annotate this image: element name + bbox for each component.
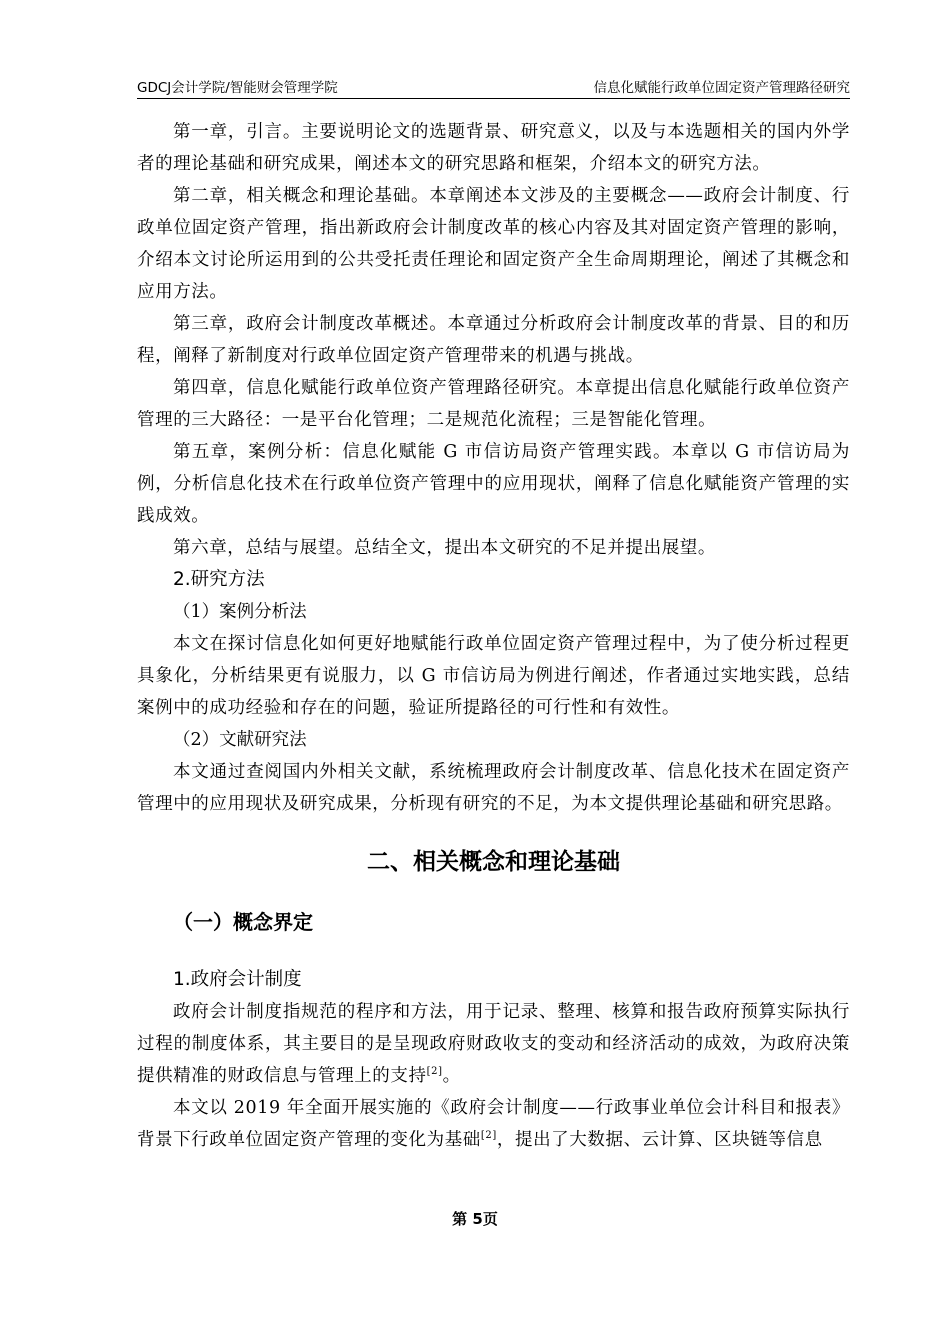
methods-heading: 2.研究方法 — [173, 569, 265, 590]
citation-ref: [2] — [480, 1130, 497, 1142]
gov-accounting-paragraph-1-text: 政府会计制度指规范的程序和方法，用于记录、整理、核算和报告政府预算实际执行过程的制度体系，其主要目的是呈现政府财政收支的变动和经济活动的成效，为政府决策提供精准的财政信息与管理上的支持 — [137, 1002, 850, 1086]
gov-accounting-paragraph-2 — [137, 1092, 850, 1156]
chapter-6-paragraph: 第六章，总结与展望。总结全文，提出本文研究的不足并提出展望。 — [173, 538, 716, 558]
citation-ref: [2] — [426, 1066, 443, 1078]
gov-accounting-paragraph-2-text-a: 本文以 2019 年全面开展实施的《政府会计制度——行政事业单位会计科目和报表》背景下行政单位固定资产管理的变化为基础 — [137, 1098, 850, 1150]
chapter-3-paragraph: 第三章，政府会计制度改革概述。本章通过分析政府会计制度改革的背景、目的和历程，阐释了新制度对行政单位固定资产管理带来的机遇与挑战。 — [137, 314, 850, 366]
header-institution: GDCJ会计学院/智能财会管理学院 — [137, 80, 338, 96]
chapter-4-paragraph: 第四章，信息化赋能行政单位资产管理路径研究。本章提出信息化赋能行政单位资产管理的三大路径：一是平台化管理；二是规范化流程；三是智能化管理。 — [137, 378, 850, 430]
page-header — [137, 68, 850, 99]
page-body — [137, 116, 850, 1156]
method-1-paragraph: 本文在探讨信息化如何更好地赋能行政单位固定资产管理过程中，为了使分析过程更具象化，分析结果更有说服力，以 G 市信访局为例进行阐述，作者通过实地实践，总结案例中的成功经验和存在的问题，验证所提路径的可行性和有效性。 — [137, 634, 850, 718]
gov-accounting-paragraph-1 — [137, 996, 850, 1092]
method-2-paragraph: 本文通过查阅国内外相关文献，系统梳理政府会计制度改革、信息化技术在固定资产管理中的应用现状及研究成果，分析现有研究的不足，为本文提供理论基础和研究思路。 — [137, 762, 850, 814]
gov-accounting-paragraph-2-text-b: ，提出了大数据、云计算、区块链等信息 — [496, 1130, 823, 1150]
item-gov-accounting-heading: 1.政府会计制度 — [173, 969, 302, 990]
header-thesis-title: 信息化赋能行政单位固定资产管理路径研究 — [593, 80, 850, 96]
gov-accounting-paragraph-1-end: 。 — [442, 1066, 461, 1086]
method-2-heading: （2）文献研究法 — [173, 730, 307, 750]
subsection-concepts-title: （一）概念界定 — [173, 910, 313, 934]
page-number: 第 5页 — [452, 1210, 498, 1228]
method-1-heading: （1）案例分析法 — [173, 602, 307, 622]
chapter-2-paragraph: 第二章，相关概念和理论基础。本章阐述本文涉及的主要概念——政府会计制度、行政单位固定资产管理，指出新政府会计制度改革的核心内容及其对固定资产管理的影响，介绍本文讨论所运用到的公共受托责任理论和固定资产全生命周期理论，阐述了其概念和应用方法。 — [137, 186, 850, 302]
chapter-5-paragraph: 第五章，案例分析：信息化赋能 G 市信访局资产管理实践。本章以 G 市信访局为例，分析信息化技术在行政单位资产管理中的应用现状，阐释了信息化赋能资产管理的实践成效。 — [137, 442, 850, 526]
chapter-1-paragraph: 第一章，引言。主要说明论文的选题背景、研究意义，以及与本选题相关的国内外学者的理论基础和研究成果，阐述本文的研究思路和框架，介绍本文的研究方法。 — [137, 122, 850, 174]
section-2-title: 二、相关概念和理论基础 — [367, 849, 620, 875]
